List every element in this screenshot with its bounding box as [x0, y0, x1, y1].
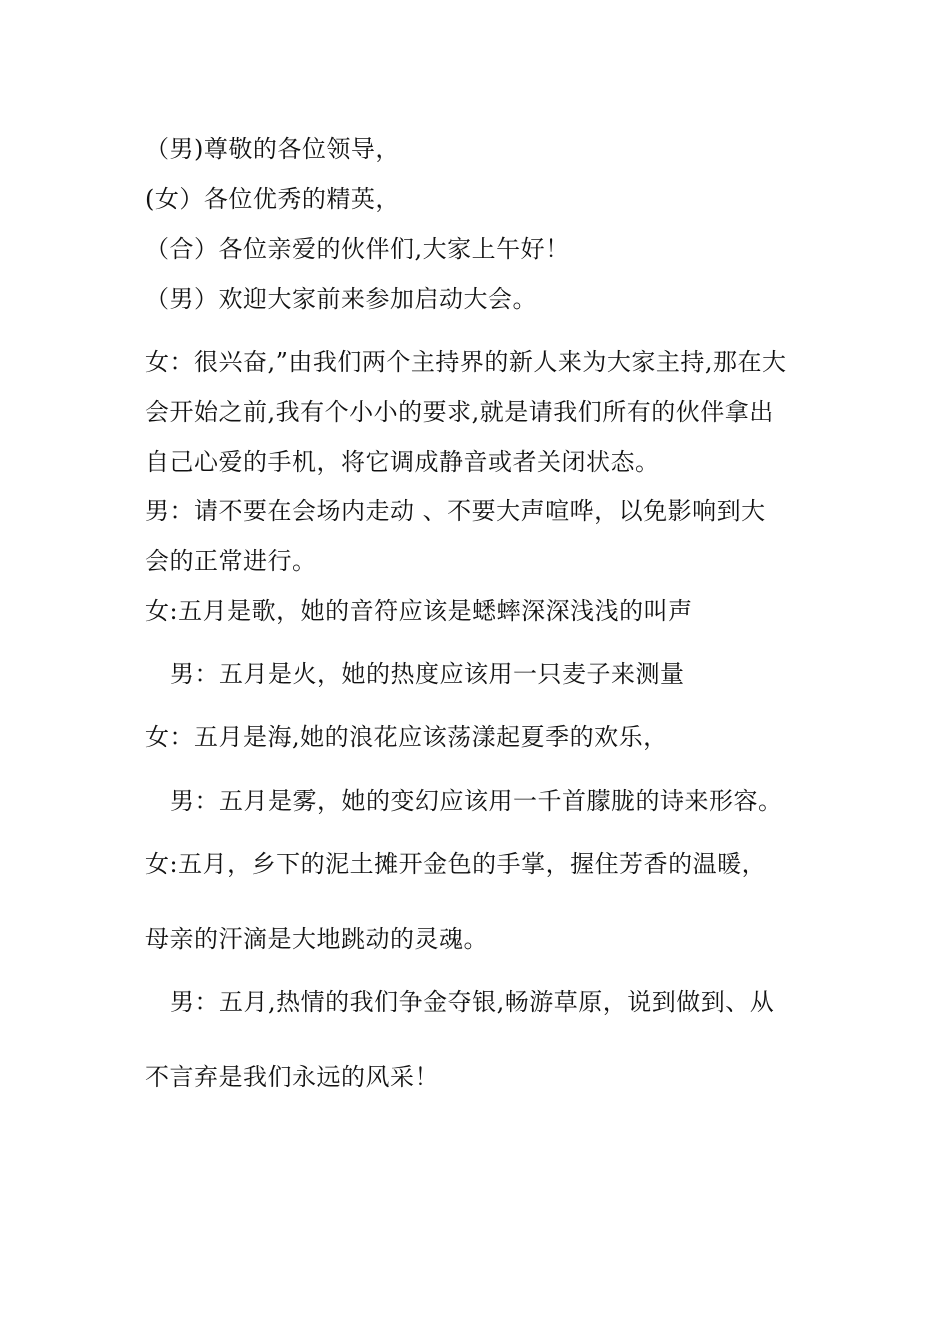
text-line-may-fog: 男：五月是雾，她的变幻应该用一千首朦胧的诗来形容。 — [170, 787, 783, 815]
text-line-may-soil-2: 母亲的汗滴是大地跳动的灵魂。 — [145, 925, 488, 953]
text-line-greeting-together: （合）各位亲爱的伙伴们,大家上午好！ — [145, 235, 570, 263]
text-line-may-song: 女:五月是歌，她的音符应该是蟋蟀深深浅浅的叫声 — [145, 597, 693, 625]
text-line-may-fire: 男：五月是火，她的热度应该用一只麦子来测量 — [170, 660, 685, 688]
text-line-male-rules-2: 会的正常进行。 — [145, 547, 317, 575]
text-line-may-passion-1: 男：五月,热情的我们争金夺银,畅游草原，说到做到、从 — [170, 988, 775, 1016]
text-line-greeting-male: （男)尊敬的各位领导， — [145, 135, 400, 163]
text-line-female-intro-3: 自己心爱的手机，将它调成静音或者关闭状态。 — [145, 448, 660, 476]
text-line-may-passion-2: 不言弃是我们永远的风采！ — [145, 1063, 439, 1091]
text-line-may-sea: 女：五月是海,她的浪花应该荡漾起夏季的欢乐， — [145, 723, 668, 751]
text-line-greeting-female: (女）各位优秀的精英， — [145, 185, 400, 213]
text-line-may-soil-1: 女:五月，乡下的泥土摊开金色的手掌，握住芳香的温暖， — [145, 850, 767, 878]
text-line-welcome: （男）欢迎大家前来参加启动大会。 — [145, 285, 537, 313]
text-line-male-rules-1: 男：请不要在会场内走动 、不要大声喧哗，以免影响到大 — [145, 497, 766, 525]
text-line-female-intro-2: 会开始之前,我有个小小的要求,就是请我们所有的伙伴拿出 — [145, 398, 774, 426]
text-line-female-intro-1: 女：很兴奋,”由我们两个主持界的新人来为大家主持,那在大 — [145, 348, 787, 376]
